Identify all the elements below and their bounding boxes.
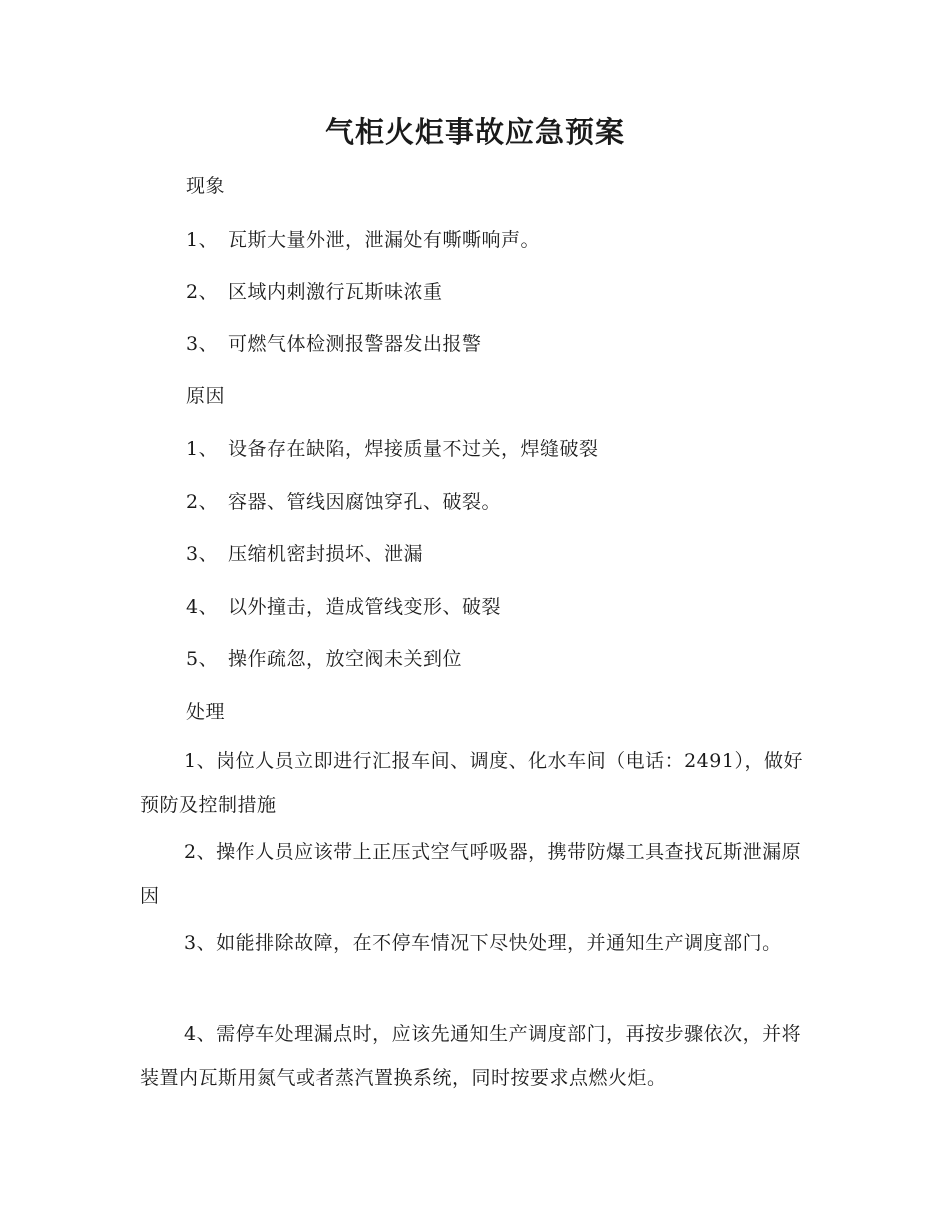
paragraph: 1、岗位人员立即进行汇报车间、调度、化水车间（电话：2491），做好预防及控制措施 bbox=[140, 750, 803, 816]
list-item-text: 以外撞击，造成管线变形、破裂 bbox=[228, 596, 502, 618]
paragraph: 2、操作人员应该带上正压式空气呼吸器，携带防爆工具查找瓦斯泄漏原因 bbox=[140, 841, 802, 907]
list-item-text: 可燃气体检测报警器发出报警 bbox=[228, 333, 482, 355]
list-item-number: 1、 bbox=[186, 438, 219, 460]
list-item-text: 瓦斯大量外泄，泄漏处有嘶嘶响声。 bbox=[228, 229, 541, 251]
list-item-number: 4、 bbox=[186, 596, 219, 618]
list-item bbox=[186, 329, 482, 356]
section-heading: 现象 bbox=[186, 175, 226, 197]
paragraph: 4、需停车处理漏点时，应该先通知生产调度部门，再按步骤依次，并将装置内瓦斯用氮气或者蒸汽置换系统，同时按要求点燃火炬。 bbox=[140, 1023, 802, 1089]
document-title: 气柜火炬事故应急预案 bbox=[324, 115, 625, 149]
list-item-number: 3、 bbox=[186, 333, 219, 355]
list-item-number: 1、 bbox=[186, 229, 219, 251]
list-item bbox=[186, 487, 501, 514]
section-heading: 原因 bbox=[186, 385, 226, 407]
list-item-number: 2、 bbox=[186, 281, 219, 303]
list-item bbox=[186, 434, 599, 461]
list-item bbox=[186, 592, 501, 619]
section-heading: 处理 bbox=[186, 701, 226, 723]
list-item bbox=[186, 277, 443, 304]
paragraph: 3、如能排除故障，在不停车情况下尽快处理，并通知生产调度部门。 bbox=[184, 932, 782, 954]
list-item-text: 容器、管线因腐蚀穿孔、破裂。 bbox=[228, 491, 502, 513]
list-item bbox=[186, 644, 462, 671]
list-item-number: 5、 bbox=[186, 648, 219, 670]
list-item-text: 压缩机密封损坏、泄漏 bbox=[228, 543, 424, 565]
list-item-number: 2、 bbox=[186, 491, 219, 513]
list-item-text: 区域内刺激行瓦斯味浓重 bbox=[228, 281, 443, 303]
list-item-text: 设备存在缺陷，焊接质量不过关，焊缝破裂 bbox=[228, 438, 599, 460]
list-item-number: 3、 bbox=[186, 543, 219, 565]
list-item bbox=[186, 539, 423, 566]
list-item bbox=[186, 225, 540, 252]
list-item-text: 操作疏忽，放空阀未关到位 bbox=[228, 648, 463, 670]
